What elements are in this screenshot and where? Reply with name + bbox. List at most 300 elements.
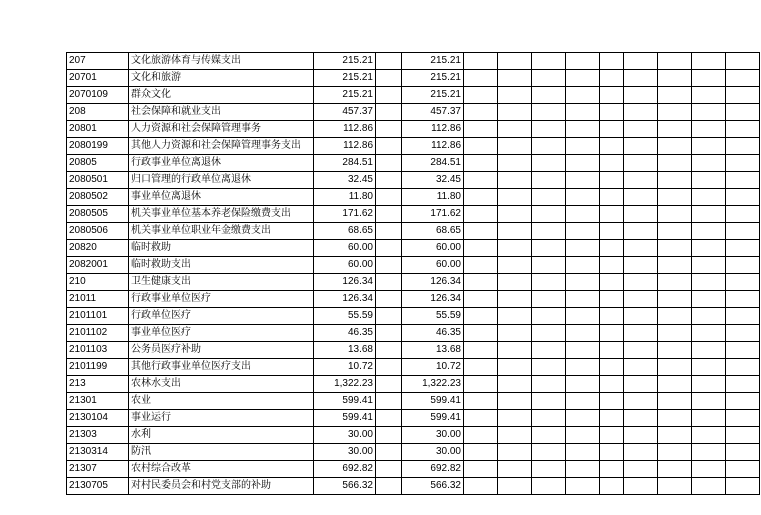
empty-cell bbox=[532, 155, 566, 172]
empty-cell bbox=[600, 223, 624, 240]
empty-cell bbox=[464, 291, 498, 308]
subject-name-cell: 事业单位离退休 bbox=[129, 189, 314, 206]
empty-cell bbox=[376, 393, 402, 410]
empty-cell bbox=[566, 359, 600, 376]
empty-cell bbox=[498, 206, 532, 223]
budget-table-sheet bbox=[66, 52, 760, 495]
empty-cell bbox=[726, 189, 760, 206]
amount-total-cell: 1,322.23 bbox=[314, 376, 376, 393]
empty-cell bbox=[376, 359, 402, 376]
amount-basic-cell: 30.00 bbox=[402, 427, 464, 444]
subject-name-cell: 行政单位医疗 bbox=[129, 308, 314, 325]
empty-cell bbox=[624, 257, 658, 274]
empty-cell bbox=[692, 444, 726, 461]
empty-cell bbox=[658, 478, 692, 495]
empty-cell bbox=[624, 427, 658, 444]
amount-total-cell: 46.35 bbox=[314, 325, 376, 342]
empty-cell bbox=[726, 155, 760, 172]
amount-basic-cell: 112.86 bbox=[402, 138, 464, 155]
empty-cell bbox=[376, 325, 402, 342]
empty-cell bbox=[658, 155, 692, 172]
empty-cell bbox=[726, 427, 760, 444]
amount-total-cell: 126.34 bbox=[314, 291, 376, 308]
empty-cell bbox=[726, 274, 760, 291]
table-row bbox=[67, 172, 760, 189]
amount-basic-cell: 215.21 bbox=[402, 87, 464, 104]
table-row bbox=[67, 70, 760, 87]
empty-cell bbox=[658, 291, 692, 308]
subject-code-cell: 20820 bbox=[67, 240, 129, 257]
empty-cell bbox=[692, 359, 726, 376]
subject-code-cell: 2080501 bbox=[67, 172, 129, 189]
amount-basic-cell: 68.65 bbox=[402, 223, 464, 240]
subject-name-cell: 其他行政事业单位医疗支出 bbox=[129, 359, 314, 376]
empty-cell bbox=[464, 223, 498, 240]
amount-basic-cell: 1,322.23 bbox=[402, 376, 464, 393]
empty-cell bbox=[464, 121, 498, 138]
empty-cell bbox=[532, 53, 566, 70]
empty-cell bbox=[498, 359, 532, 376]
empty-cell bbox=[498, 393, 532, 410]
empty-cell bbox=[532, 393, 566, 410]
empty-cell bbox=[600, 155, 624, 172]
subject-code-cell: 2130705 bbox=[67, 478, 129, 495]
empty-cell bbox=[624, 461, 658, 478]
amount-basic-cell: 112.86 bbox=[402, 121, 464, 138]
subject-code-cell: 2130104 bbox=[67, 410, 129, 427]
subject-code-cell: 2101101 bbox=[67, 308, 129, 325]
amount-basic-cell: 126.34 bbox=[402, 274, 464, 291]
empty-cell bbox=[376, 155, 402, 172]
table-row bbox=[67, 461, 760, 478]
empty-cell bbox=[498, 155, 532, 172]
empty-cell bbox=[498, 274, 532, 291]
empty-cell bbox=[376, 138, 402, 155]
empty-cell bbox=[532, 291, 566, 308]
subject-name-cell: 临时救助支出 bbox=[129, 257, 314, 274]
empty-cell bbox=[658, 172, 692, 189]
subject-code-cell: 207 bbox=[67, 53, 129, 70]
empty-cell bbox=[566, 223, 600, 240]
subject-name-cell: 机关事业单位职业年金缴费支出 bbox=[129, 223, 314, 240]
empty-cell bbox=[658, 240, 692, 257]
empty-cell bbox=[692, 206, 726, 223]
subject-name-cell: 事业单位医疗 bbox=[129, 325, 314, 342]
subject-name-cell: 行政事业单位医疗 bbox=[129, 291, 314, 308]
subject-code-cell: 2101199 bbox=[67, 359, 129, 376]
subject-code-cell: 20801 bbox=[67, 121, 129, 138]
empty-cell bbox=[692, 342, 726, 359]
amount-basic-cell: 599.41 bbox=[402, 393, 464, 410]
amount-total-cell: 112.86 bbox=[314, 121, 376, 138]
amount-basic-cell: 10.72 bbox=[402, 359, 464, 376]
empty-cell bbox=[566, 376, 600, 393]
empty-cell bbox=[376, 444, 402, 461]
empty-cell bbox=[566, 104, 600, 121]
subject-code-cell: 2070109 bbox=[67, 87, 129, 104]
empty-cell bbox=[464, 53, 498, 70]
empty-cell bbox=[498, 138, 532, 155]
empty-cell bbox=[624, 274, 658, 291]
empty-cell bbox=[566, 410, 600, 427]
table-row bbox=[67, 274, 760, 291]
empty-cell bbox=[464, 359, 498, 376]
empty-cell bbox=[566, 172, 600, 189]
empty-cell bbox=[624, 376, 658, 393]
empty-cell bbox=[600, 274, 624, 291]
empty-cell bbox=[376, 172, 402, 189]
empty-cell bbox=[566, 121, 600, 138]
empty-cell bbox=[464, 138, 498, 155]
empty-cell bbox=[532, 104, 566, 121]
empty-cell bbox=[726, 393, 760, 410]
empty-cell bbox=[532, 359, 566, 376]
empty-cell bbox=[566, 427, 600, 444]
amount-total-cell: 284.51 bbox=[314, 155, 376, 172]
empty-cell bbox=[600, 308, 624, 325]
empty-cell bbox=[600, 427, 624, 444]
empty-cell bbox=[726, 240, 760, 257]
subject-name-cell: 事业运行 bbox=[129, 410, 314, 427]
empty-cell bbox=[692, 155, 726, 172]
amount-total-cell: 692.82 bbox=[314, 461, 376, 478]
amount-total-cell: 599.41 bbox=[314, 410, 376, 427]
subject-code-cell: 2101102 bbox=[67, 325, 129, 342]
empty-cell bbox=[532, 206, 566, 223]
empty-cell bbox=[464, 104, 498, 121]
amount-basic-cell: 599.41 bbox=[402, 410, 464, 427]
empty-cell bbox=[658, 274, 692, 291]
empty-cell bbox=[532, 478, 566, 495]
empty-cell bbox=[498, 121, 532, 138]
empty-cell bbox=[376, 121, 402, 138]
empty-cell bbox=[498, 53, 532, 70]
empty-cell bbox=[600, 359, 624, 376]
table-row bbox=[67, 291, 760, 308]
empty-cell bbox=[726, 410, 760, 427]
table-row bbox=[67, 206, 760, 223]
empty-cell bbox=[624, 53, 658, 70]
empty-cell bbox=[566, 274, 600, 291]
empty-cell bbox=[624, 444, 658, 461]
table-row bbox=[67, 478, 760, 495]
empty-cell bbox=[726, 257, 760, 274]
empty-cell bbox=[692, 461, 726, 478]
subject-name-cell: 人力资源和社会保障管理事务 bbox=[129, 121, 314, 138]
amount-total-cell: 215.21 bbox=[314, 70, 376, 87]
amount-total-cell: 32.45 bbox=[314, 172, 376, 189]
empty-cell bbox=[726, 223, 760, 240]
empty-cell bbox=[600, 461, 624, 478]
empty-cell bbox=[566, 308, 600, 325]
empty-cell bbox=[532, 461, 566, 478]
empty-cell bbox=[658, 121, 692, 138]
empty-cell bbox=[498, 376, 532, 393]
empty-cell bbox=[376, 461, 402, 478]
empty-cell bbox=[498, 257, 532, 274]
amount-basic-cell: 60.00 bbox=[402, 240, 464, 257]
empty-cell bbox=[376, 478, 402, 495]
empty-cell bbox=[566, 478, 600, 495]
empty-cell bbox=[658, 87, 692, 104]
amount-basic-cell: 566.32 bbox=[402, 478, 464, 495]
subject-name-cell: 防汛 bbox=[129, 444, 314, 461]
empty-cell bbox=[624, 240, 658, 257]
empty-cell bbox=[726, 53, 760, 70]
empty-cell bbox=[376, 427, 402, 444]
empty-cell bbox=[726, 87, 760, 104]
empty-cell bbox=[658, 308, 692, 325]
empty-cell bbox=[532, 325, 566, 342]
empty-cell bbox=[566, 87, 600, 104]
empty-cell bbox=[498, 104, 532, 121]
amount-total-cell: 10.72 bbox=[314, 359, 376, 376]
empty-cell bbox=[498, 410, 532, 427]
empty-cell bbox=[692, 189, 726, 206]
empty-cell bbox=[726, 206, 760, 223]
empty-cell bbox=[600, 342, 624, 359]
table-row bbox=[67, 444, 760, 461]
empty-cell bbox=[376, 70, 402, 87]
subject-name-cell: 群众文化 bbox=[129, 87, 314, 104]
empty-cell bbox=[726, 325, 760, 342]
empty-cell bbox=[464, 274, 498, 291]
empty-cell bbox=[532, 410, 566, 427]
empty-cell bbox=[464, 87, 498, 104]
empty-cell bbox=[464, 308, 498, 325]
empty-cell bbox=[566, 70, 600, 87]
subject-code-cell: 21303 bbox=[67, 427, 129, 444]
empty-cell bbox=[600, 291, 624, 308]
empty-cell bbox=[726, 172, 760, 189]
empty-cell bbox=[624, 393, 658, 410]
empty-cell bbox=[600, 393, 624, 410]
empty-cell bbox=[376, 376, 402, 393]
empty-cell bbox=[692, 121, 726, 138]
subject-name-cell: 农林水支出 bbox=[129, 376, 314, 393]
empty-cell bbox=[600, 189, 624, 206]
table-row bbox=[67, 240, 760, 257]
subject-name-cell: 其他人力资源和社会保障管理事务支出 bbox=[129, 138, 314, 155]
table-row bbox=[67, 121, 760, 138]
amount-total-cell: 55.59 bbox=[314, 308, 376, 325]
empty-cell bbox=[566, 291, 600, 308]
empty-cell bbox=[692, 325, 726, 342]
empty-cell bbox=[532, 70, 566, 87]
amount-basic-cell: 215.21 bbox=[402, 70, 464, 87]
empty-cell bbox=[658, 444, 692, 461]
empty-cell bbox=[566, 189, 600, 206]
empty-cell bbox=[498, 172, 532, 189]
empty-cell bbox=[726, 342, 760, 359]
empty-cell bbox=[532, 121, 566, 138]
empty-cell bbox=[658, 223, 692, 240]
subject-code-cell: 20701 bbox=[67, 70, 129, 87]
empty-cell bbox=[376, 257, 402, 274]
empty-cell bbox=[376, 342, 402, 359]
subject-code-cell: 21011 bbox=[67, 291, 129, 308]
empty-cell bbox=[464, 393, 498, 410]
empty-cell bbox=[376, 274, 402, 291]
amount-total-cell: 68.65 bbox=[314, 223, 376, 240]
empty-cell bbox=[376, 308, 402, 325]
amount-total-cell: 30.00 bbox=[314, 444, 376, 461]
subject-name-cell: 文化旅游体育与传媒支出 bbox=[129, 53, 314, 70]
empty-cell bbox=[532, 240, 566, 257]
subject-code-cell: 2080502 bbox=[67, 189, 129, 206]
empty-cell bbox=[498, 342, 532, 359]
empty-cell bbox=[658, 342, 692, 359]
subject-code-cell: 20805 bbox=[67, 155, 129, 172]
subject-code-cell: 2080199 bbox=[67, 138, 129, 155]
empty-cell bbox=[658, 257, 692, 274]
empty-cell bbox=[498, 308, 532, 325]
amount-basic-cell: 457.37 bbox=[402, 104, 464, 121]
empty-cell bbox=[726, 121, 760, 138]
empty-cell bbox=[692, 240, 726, 257]
amount-total-cell: 60.00 bbox=[314, 257, 376, 274]
empty-cell bbox=[726, 444, 760, 461]
empty-cell bbox=[658, 138, 692, 155]
amount-total-cell: 215.21 bbox=[314, 87, 376, 104]
empty-cell bbox=[498, 87, 532, 104]
subject-code-cell: 2130314 bbox=[67, 444, 129, 461]
amount-total-cell: 171.62 bbox=[314, 206, 376, 223]
empty-cell bbox=[464, 240, 498, 257]
table-row bbox=[67, 359, 760, 376]
subject-name-cell: 农业 bbox=[129, 393, 314, 410]
empty-cell bbox=[600, 53, 624, 70]
subject-name-cell: 行政事业单位离退休 bbox=[129, 155, 314, 172]
empty-cell bbox=[464, 155, 498, 172]
table-row bbox=[67, 376, 760, 393]
empty-cell bbox=[464, 206, 498, 223]
amount-total-cell: 566.32 bbox=[314, 478, 376, 495]
empty-cell bbox=[566, 325, 600, 342]
amount-basic-cell: 55.59 bbox=[402, 308, 464, 325]
empty-cell bbox=[600, 87, 624, 104]
empty-cell bbox=[600, 172, 624, 189]
empty-cell bbox=[726, 359, 760, 376]
empty-cell bbox=[532, 274, 566, 291]
empty-cell bbox=[692, 138, 726, 155]
amount-basic-cell: 60.00 bbox=[402, 257, 464, 274]
empty-cell bbox=[566, 444, 600, 461]
empty-cell bbox=[692, 308, 726, 325]
subject-name-cell: 对村民委员会和村党支部的补助 bbox=[129, 478, 314, 495]
empty-cell bbox=[726, 478, 760, 495]
subject-name-cell: 水利 bbox=[129, 427, 314, 444]
empty-cell bbox=[498, 427, 532, 444]
empty-cell bbox=[692, 70, 726, 87]
empty-cell bbox=[692, 427, 726, 444]
empty-cell bbox=[566, 393, 600, 410]
amount-basic-cell: 171.62 bbox=[402, 206, 464, 223]
empty-cell bbox=[532, 308, 566, 325]
empty-cell bbox=[692, 172, 726, 189]
empty-cell bbox=[658, 393, 692, 410]
empty-cell bbox=[566, 240, 600, 257]
empty-cell bbox=[624, 359, 658, 376]
empty-cell bbox=[566, 342, 600, 359]
empty-cell bbox=[376, 410, 402, 427]
empty-cell bbox=[600, 121, 624, 138]
empty-cell bbox=[566, 138, 600, 155]
table-row bbox=[67, 189, 760, 206]
empty-cell bbox=[692, 410, 726, 427]
table-row bbox=[67, 53, 760, 70]
empty-cell bbox=[624, 87, 658, 104]
empty-cell bbox=[600, 70, 624, 87]
empty-cell bbox=[600, 325, 624, 342]
empty-cell bbox=[498, 461, 532, 478]
table-row bbox=[67, 257, 760, 274]
amount-total-cell: 112.86 bbox=[314, 138, 376, 155]
empty-cell bbox=[464, 325, 498, 342]
subject-name-cell: 临时救助 bbox=[129, 240, 314, 257]
amount-total-cell: 11.80 bbox=[314, 189, 376, 206]
empty-cell bbox=[658, 70, 692, 87]
amount-total-cell: 60.00 bbox=[314, 240, 376, 257]
empty-cell bbox=[726, 308, 760, 325]
table-row bbox=[67, 342, 760, 359]
empty-cell bbox=[566, 53, 600, 70]
empty-cell bbox=[624, 121, 658, 138]
subject-code-cell: 2082001 bbox=[67, 257, 129, 274]
empty-cell bbox=[376, 87, 402, 104]
empty-cell bbox=[624, 206, 658, 223]
table-row bbox=[67, 138, 760, 155]
subject-name-cell: 社会保障和就业支出 bbox=[129, 104, 314, 121]
empty-cell bbox=[692, 104, 726, 121]
empty-cell bbox=[658, 53, 692, 70]
empty-cell bbox=[566, 461, 600, 478]
empty-cell bbox=[464, 376, 498, 393]
subject-name-cell: 归口管理的行政单位离退休 bbox=[129, 172, 314, 189]
empty-cell bbox=[532, 189, 566, 206]
empty-cell bbox=[658, 206, 692, 223]
empty-cell bbox=[498, 325, 532, 342]
subject-code-cell: 210 bbox=[67, 274, 129, 291]
empty-cell bbox=[624, 172, 658, 189]
empty-cell bbox=[376, 240, 402, 257]
empty-cell bbox=[658, 376, 692, 393]
amount-basic-cell: 11.80 bbox=[402, 189, 464, 206]
amount-basic-cell: 30.00 bbox=[402, 444, 464, 461]
empty-cell bbox=[464, 172, 498, 189]
empty-cell bbox=[624, 138, 658, 155]
amount-basic-cell: 126.34 bbox=[402, 291, 464, 308]
empty-cell bbox=[624, 189, 658, 206]
empty-cell bbox=[464, 70, 498, 87]
table-row bbox=[67, 427, 760, 444]
empty-cell bbox=[498, 189, 532, 206]
table-row bbox=[67, 410, 760, 427]
amount-basic-cell: 13.68 bbox=[402, 342, 464, 359]
empty-cell bbox=[624, 410, 658, 427]
subject-code-cell: 21307 bbox=[67, 461, 129, 478]
empty-cell bbox=[566, 257, 600, 274]
empty-cell bbox=[692, 87, 726, 104]
empty-cell bbox=[692, 291, 726, 308]
table-row bbox=[67, 393, 760, 410]
empty-cell bbox=[658, 461, 692, 478]
amount-total-cell: 30.00 bbox=[314, 427, 376, 444]
amount-basic-cell: 692.82 bbox=[402, 461, 464, 478]
empty-cell bbox=[624, 291, 658, 308]
empty-cell bbox=[600, 444, 624, 461]
empty-cell bbox=[498, 70, 532, 87]
